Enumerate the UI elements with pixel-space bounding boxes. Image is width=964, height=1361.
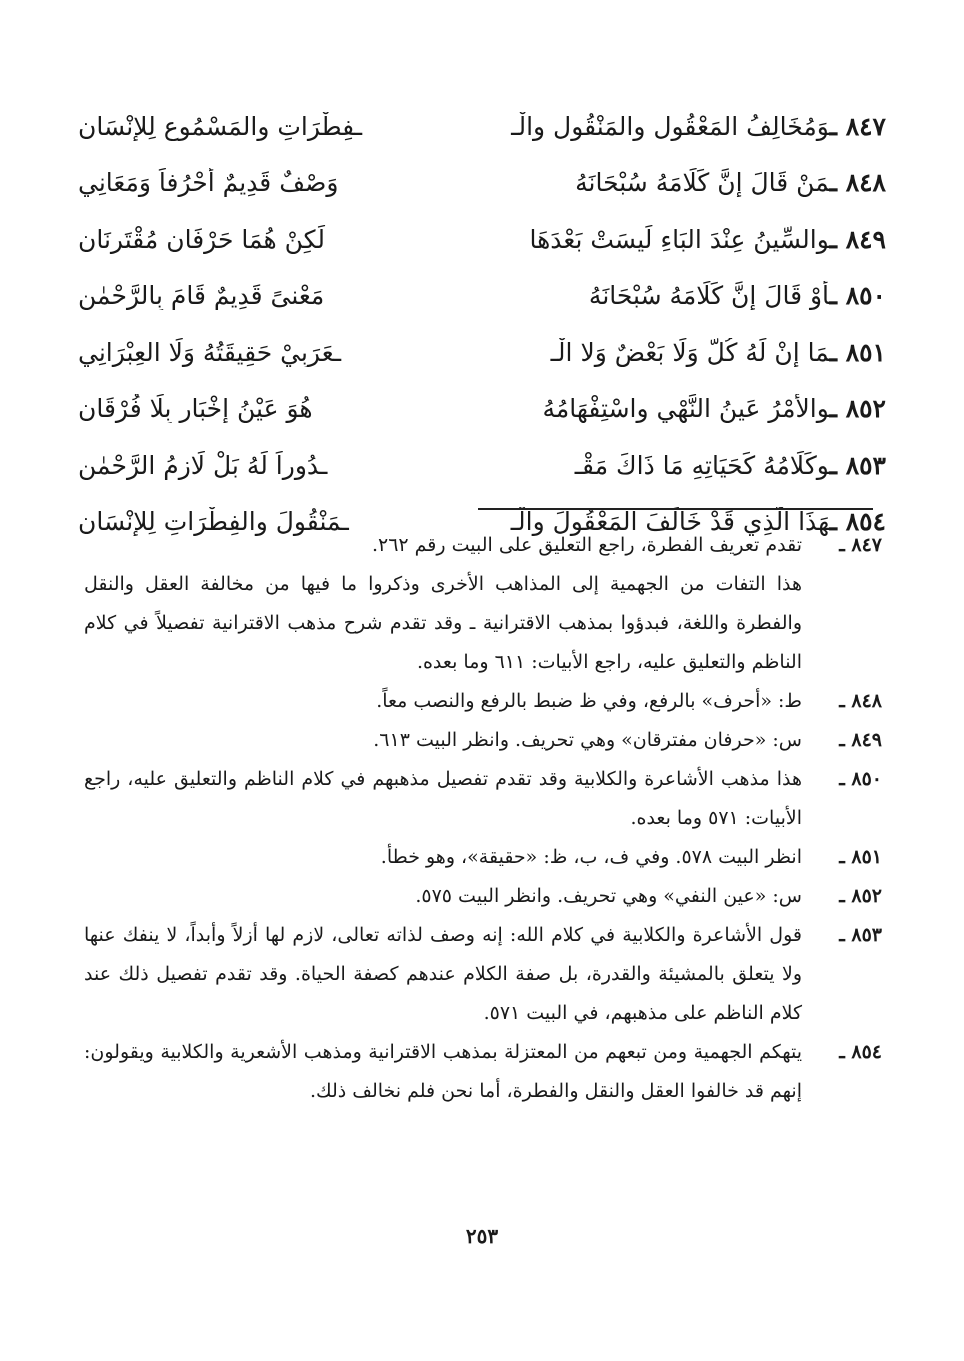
verse-text: أَوْ قَالَ إِنَّ كَلَامَهُ سُبْحَانَهُ [588,281,830,311]
verse-second-hemistich: ـعَرَبِيْ حَقِيقَتُهُ وَلَا العِبْرَانِي [78,337,342,367]
poem-verses [78,98,886,550]
verse-first-hemistich [486,112,886,141]
verse-text: مَنْ قَالَ إِنَّ كَلَامَهُ سُبْحَانَهُ [575,168,830,198]
verse-number: ٨٥٤ ـ [829,507,886,537]
verse-second-hemistich: وَصْفٌ قَدِيمٌ أَحْرُفاً وَمَعَانِي [78,168,339,198]
verse-853 [78,437,886,494]
verse-first-hemistich [486,394,886,423]
footnote-text: س: «عين النفي» وهي تحريف. وانظر البيت ٥٧٥. [415,885,802,907]
footnote-number: ٨٤٧ ـ [839,534,882,556]
verse-849 [78,211,886,268]
footnote-849 [84,721,882,760]
verse-text: هَذَا الَّذِي قَدْ خَالَفَ المَعْقُولَ والْـ [510,507,830,537]
footnote-text: انظر البيت ٥٧٨. وفي ف، ب، ظ: «حقيقة»، وهو خطأ. [380,846,802,868]
footnote-848 [84,682,882,721]
verse-text: وَمُخَالِفُ المَعْقُولِ والمَنْقُولِ والْـ [511,111,830,141]
verse-847 [78,98,886,155]
verse-text: وكَلَامُهُ كَحَيَاتِهِ مَا ذَاكَ مَقْـ [574,450,830,480]
verse-second-hemistich: هُوَ عَيْنُ إِخْبَارٍ بِلَا فُرْقَانِ [78,394,313,424]
verse-number: ٨٤٧ ـ [829,111,886,141]
footnote-number: ٨٥٤ ـ [839,1041,882,1063]
footnotes [84,526,882,1111]
page-number: ٢٥٣ [465,1224,499,1248]
verse-second-hemistich: لَكِنْ هُمَا حَرْفَانِ مُقْتَرِنَانِ [78,224,326,254]
verse-848 [78,155,886,212]
footnote-text: تقدم تعريف الفطرة، راجع التعليق على البيت رقم ٢٦٢. [371,534,802,556]
verse-852 [78,381,886,438]
footnote-number: ٨٥٠ ـ [839,768,882,790]
footnote-number: ٨٤٨ ـ [839,690,882,712]
verse-first-hemistich [486,281,886,310]
verse-second-hemistich: ـدُوراً لَهُ بَلْ لَازِمُ الرَّحْمٰنِ [78,450,328,480]
footnote-text: قول الأشاعرة والكلابية في كلام الله: إنه وصف لذاته تعالى، لازم لها أزلاً وأبداً، لا ينفك عنها ولا يتعلق بالمشيئة والقدرة، بل صفة الكلام عندهم كصفة الحياة. وقد تقدم تفصيل ذلك عند كلام الناظم على مذهبهم، في البيت ٥٧١. [84,924,802,1024]
footnote-854 [84,1033,882,1111]
verse-first-hemistich [486,168,886,197]
verse-number: ٨٥٣ ـ [829,450,886,480]
verse-second-hemistich: ـمَنْقُولَ والفِطْرَاتِ لِلإِنْسَانِ [78,507,349,537]
footnote-851 [84,838,882,877]
verse-number: ٨٥٠ ـ [829,281,886,311]
verse-850 [78,268,886,325]
footnote-text: هذا مذهب الأشاعرة والكلابية وقد تقدم تفصيل مذهبهم في كلام الناظم والتعليق عليه، راجع الأبيات: ٥٧١ وما بعده. [84,768,802,829]
verse-text: والأَمْرُ عَينُ النَّهْيِ واسْتِفْهَامُهُ [542,394,830,424]
verse-851 [78,324,886,381]
footnote-853 [84,916,882,1033]
verse-number: ٨٥١ ـ [829,337,886,367]
footnote-separator [478,508,873,510]
footnote-number: ٨٥١ ـ [839,846,882,868]
footnote-text: ط: «أحرف» بالرفع، وفي ظ ضبط بالرفع والنصب معاً. [376,690,802,712]
footnote-number: ٨٥٢ ـ [839,885,882,907]
verse-second-hemistich: مَعْنىً قَدِيمٌ قَامَ بِالرَّحْمٰنِ [78,281,325,311]
verse-first-hemistich [486,451,886,480]
verse-text: مَا إِنْ لَهُ كُلٌّ وَلَا بَعْضٌ وَلا الْـ [550,337,830,367]
verse-text: والسِّينُ عِنْدَ البَاءِ لَيسَتْ بَعْدَهَا [529,224,830,254]
verse-first-hemistich [486,225,886,254]
verse-second-hemistich: ـفِطْرَاتِ والمَسْمُوعِ لِلإِنْسَانِ [78,111,363,141]
verse-number: ٨٤٨ ـ [829,168,886,198]
footnote-number: ٨٥٣ ـ [839,924,882,946]
footnote-continuation: هذا التفات من الجهمية إلى المذاهب الأخرى وذكروا ما فيها من مخالفة العقل والنقل والفطرة واللغة، فبدؤوا بمذهب الاقترانية ـ وقد تقدم شرح مذهب الاقترانية تفصيلاً في كلام الناظم والتعليق عليه، راجع الأبيات: ٦١١ وما بعده. [84,573,802,673]
verse-number: ٨٤٩ ـ [829,224,886,254]
footnote-text: س: «حرفان مفترقان» وهي تحريف. وانظر البيت ٦١٣. [373,729,802,751]
verse-first-hemistich [486,338,886,367]
footnote-847 [84,526,882,682]
footnote-text: يتهكم الجهمية ومن تبعهم من المعتزلة بمذهب الاقترانية ومذهب الأشعرية والكلابية ويقولون: إنهم قد خالفوا العقل والنقل والفطرة، أما نحن فلم نخالف ذلك. [84,1041,802,1102]
footnote-852 [84,877,882,916]
footnote-850 [84,760,882,838]
verse-number: ٨٥٢ ـ [829,394,886,424]
footnote-number: ٨٤٩ ـ [839,729,882,751]
